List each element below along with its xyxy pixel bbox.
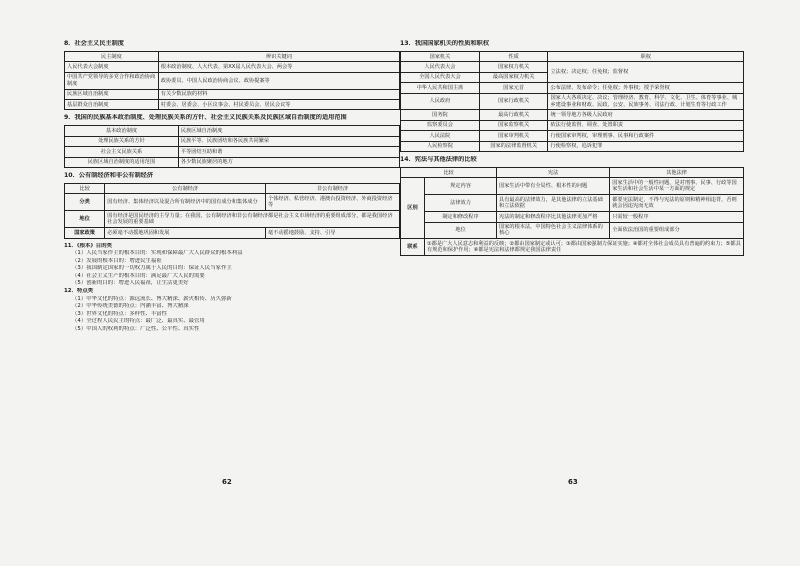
- table-cell: 人民代表大会: [401, 62, 480, 72]
- page-number-left: 62: [222, 478, 232, 486]
- table-header: 宪法: [497, 168, 610, 178]
- table-cell: 处理民族关系的方针: [65, 136, 179, 146]
- table-cell: 各少数民族聚居的地方: [178, 157, 399, 167]
- table-cell: 有关少数民族的材料: [158, 89, 399, 99]
- list-item: （3）世界文化的特点：多样性、丰富性: [72, 310, 168, 317]
- table-cell: 公布法律、发布命令；任免权；外事权；授予荣誉权: [548, 83, 744, 93]
- table-cell: 国家行政机关: [479, 93, 548, 110]
- table-cell: 政协委员、中国人民政治协商会议、政协提案等: [158, 72, 399, 89]
- table-cell: 地位: [65, 211, 105, 228]
- table-cell: 行使国家审判权，审理刑事、民事和行政案件: [548, 131, 744, 141]
- table-header: 非公有制经济: [265, 184, 399, 194]
- table-cell: 民族平等、民族团结和各民族共同繁荣: [178, 136, 399, 146]
- table-row: [65, 89, 400, 99]
- table-row: [401, 83, 744, 93]
- table-row: [401, 212, 744, 222]
- table-cell: 民族区域自治制度的适用范围: [65, 157, 179, 167]
- table-cell: 制定和修改程序: [425, 212, 497, 222]
- table-cell: 个体经济、私营经济、港澳台投资经济、外商投资经济等: [265, 194, 399, 211]
- table-header: 辨识关键词: [158, 52, 399, 62]
- list-item: （3）我国制定国家的一切权力属于人民的目的：保证人民当家作主: [72, 265, 232, 272]
- table-cell: 民族区域自治制度: [65, 89, 159, 99]
- list-item: （1）中华文化的特点：源远流长、博大精深、薪火相传、历久弥新: [72, 295, 232, 302]
- table-cell: 村委会、居委会、小区议事会、村民委员会、居民会议等: [158, 100, 399, 110]
- table-cell: 国家监察机关: [479, 120, 548, 130]
- table-header: 比较: [401, 168, 497, 178]
- list-item: （4）社会主义生产的根本目的：满足最广大人民的需要: [72, 272, 205, 279]
- table-header: 民主制度: [65, 52, 159, 62]
- constitution-comparison-table: [400, 167, 744, 256]
- table-row: [65, 126, 400, 136]
- table-cell: 基本政治制度: [65, 126, 179, 136]
- table-cell: 国家生活中带有全局性、根本性的问题: [497, 178, 610, 195]
- table-cell: 立法权；决定权；任免权；监督权: [548, 62, 744, 83]
- section-11-list: [64, 243, 400, 334]
- right-page: [400, 40, 744, 260]
- table-row: [65, 72, 400, 89]
- table-cell: 国家的根本法，中国特色社会主义法律体系的核心: [497, 222, 610, 239]
- table-cell: 人民法院: [401, 131, 480, 141]
- table-cell: 都要宪法制定，不得与宪法的原则和精神相违背，否则就会因违宪而无效: [610, 195, 744, 212]
- table-header: 其他法律: [610, 168, 744, 178]
- table-cell: 分类: [65, 194, 105, 211]
- table-cell: 行使检察权，追诉犯罪: [548, 141, 744, 151]
- table-cell: 国有经济是国民经济的主导力量；在我国，公有制经济和非公有制经济都是社会主义市场经济的重要组成部分，都是我国经济社会发展的重要基础: [105, 211, 400, 228]
- section-13-title: 13．我国国家机关的性质和职权: [400, 40, 490, 47]
- ethnic-policy-table: [64, 125, 400, 168]
- table-row: [401, 110, 744, 120]
- table-row: [401, 141, 744, 151]
- left-page: [64, 40, 400, 334]
- table-row: [65, 147, 400, 157]
- table-cell: 国家政策: [65, 228, 105, 238]
- table-cell: 规定内容: [425, 178, 497, 195]
- table-row: [401, 239, 744, 256]
- list-item: （4）全过程人民民主的特点：最广泛、最真实、最管用: [72, 318, 205, 325]
- table-cell: 国家元首: [479, 83, 548, 93]
- table-cell: 平等团结互助和谐: [178, 147, 399, 157]
- section-10-title: 10．公有制经济和非公有制经济: [64, 172, 154, 180]
- table-row: [65, 211, 400, 228]
- table-cell: 地位: [425, 222, 497, 239]
- table-row: [401, 131, 744, 141]
- list-item: （2）发展的根本目的：增进民生福祉: [72, 257, 162, 264]
- section-12-title: 12．特点类: [64, 288, 94, 295]
- table-header: 公有制经济: [105, 184, 266, 194]
- table-row: [65, 136, 400, 146]
- table-row: [65, 62, 400, 72]
- table-cell: 人民检察院: [401, 141, 480, 151]
- table-cell: 具有最高的法律效力，是其他法律的立法基础和立法依据: [497, 195, 610, 212]
- list-item: （5）中国人的权利的特点：广泛性、公平性、真实性: [72, 326, 200, 333]
- table-cell: 依法行使监督、调查、处置职责: [548, 120, 744, 130]
- table-cell: 国家审判机关: [479, 131, 548, 141]
- table-cell: 全国人民代表大会: [401, 72, 480, 82]
- table-cell: 国家权力机关: [479, 62, 548, 72]
- table-header: 比较: [65, 184, 105, 194]
- list-item: （1）人民当家作主的根本目的：实现和保障最广大人民群众的根本利益: [72, 250, 243, 257]
- group-label-connection: 联系: [401, 239, 425, 256]
- state-organs-table: [400, 51, 744, 152]
- table-row: [65, 194, 400, 211]
- table-cell: 全面依法治国的重要组成部分: [610, 222, 744, 239]
- list-item: （2）中华传统美德的特点：内涵丰富、博大精深: [72, 303, 189, 310]
- table-cell: 国家的法律监督机关: [479, 141, 548, 151]
- table-row: [401, 120, 744, 130]
- table-cell: 人民代表大会制度: [65, 62, 159, 72]
- table-cell: 基层群众自治制度: [65, 100, 159, 110]
- table-cell: 最高国家权力机关: [479, 72, 548, 82]
- table-row: [401, 222, 744, 239]
- table-row: [401, 178, 744, 195]
- table-cell: 根本政治制度、人大代表、第XX届人民代表大会、两会等: [158, 62, 399, 72]
- table-row: [65, 157, 400, 167]
- table-cell: 民族区域自治制度: [178, 126, 399, 136]
- table-cell: 社会主义民族关系: [65, 147, 179, 157]
- table-cell: 国有经济、集体经济以及混合所有制经济中的国有成分和集体成分: [105, 194, 266, 211]
- table-cell: 只需较一般程序: [610, 212, 744, 222]
- table-cell: 监察委员会: [401, 120, 480, 130]
- table-cell: 必须毫不动摇地巩固和发展: [105, 228, 266, 238]
- table-header: 国家机关: [401, 52, 480, 62]
- section-11-title: 11．《根本》目的类: [64, 242, 112, 249]
- table-cell: 国家人大各项决定、决议；管理经济、教育、科学、文化、卫生、体育等事业、城乡建设事业和财政、民政、公安、民族事务、司法行政、计划生育等行政工作: [548, 93, 744, 110]
- table-cell: 法律效力: [425, 195, 497, 212]
- group-label-difference: 区别: [401, 178, 425, 239]
- table-header: 职权: [548, 52, 744, 62]
- section-8-title: 8．社会主义民主制度: [64, 40, 124, 47]
- table-cell: 国务院: [401, 110, 480, 120]
- table-header: 性质: [479, 52, 548, 62]
- table-row: [401, 62, 744, 72]
- table-cell: 宪法的制定和修改程序比其他法律更加严格: [497, 212, 610, 222]
- table-cell: ①都是广大人民意志和利益的反映；②都由国家制定或认可；③都由国家强制力保证实施；④都对全体社会成员具有普遍的约束力；⑤都具有规范和保护作用；⑥都是宪法和法律都规定我国法律责任: [425, 239, 744, 256]
- section-9-title: 9．我国的民族基本政治制度、处理民族关系的方针、社会主义民族关系及民族区域自治制度的适用范围: [64, 114, 347, 122]
- table-cell: 毫不动摇地鼓励、支持、引导: [265, 228, 399, 238]
- section-14-title: 14．宪法与其他法律的比较: [400, 156, 477, 164]
- table-row: [401, 195, 744, 212]
- table-cell: 中华人民共和国主席: [401, 83, 480, 93]
- table-row: [65, 228, 400, 238]
- table-cell: 最高行政机关: [479, 110, 548, 120]
- page-number-right: 63: [568, 478, 578, 486]
- table-cell: 中国共产党领导的多党合作和政治协商制度: [65, 72, 159, 89]
- table-cell: 统一领导地方各级人民政府: [548, 110, 744, 120]
- table-row: [65, 100, 400, 110]
- ownership-economy-table: [64, 183, 400, 238]
- table-row: [401, 93, 744, 110]
- democracy-system-table: [64, 51, 400, 110]
- table-cell: 国家生活中的一般性问题，是对刑事、民事、行政等国家生活和社会生活中某一方面的规定: [610, 178, 744, 195]
- list-item: （5）创新的目的：增进人民福祉，让生活更美好: [72, 280, 189, 287]
- table-cell: 人民政府: [401, 93, 480, 110]
